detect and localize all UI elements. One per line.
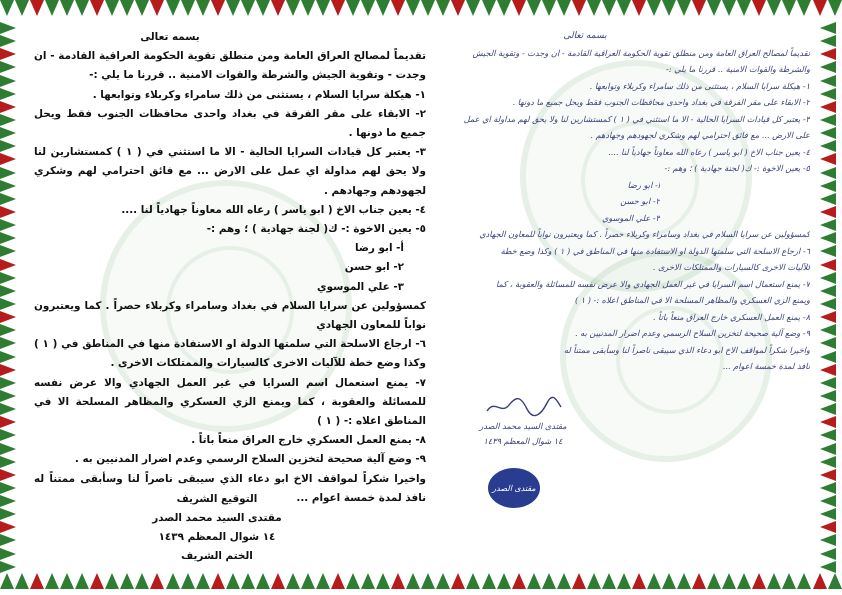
border-triangle-icon [820, 193, 836, 205]
border-triangle-icon [737, 0, 751, 16]
border-triangle-icon [820, 206, 836, 218]
border-triangle-icon [0, 311, 16, 323]
border-triangle-icon [436, 573, 450, 589]
border-triangle-icon [376, 0, 390, 16]
typed-signature-block [132, 490, 302, 566]
border-triangle-icon [820, 180, 836, 192]
border-triangle-icon [707, 573, 721, 589]
border-triangle-icon [241, 0, 255, 16]
border-triangle-icon [421, 573, 435, 589]
handwritten-line: نافذ لمدة خمسة اعوام ... [722, 361, 810, 371]
border-triangle-icon [820, 508, 836, 520]
border-triangle-icon [813, 573, 827, 589]
border-triangle-icon [75, 573, 89, 589]
border-triangle-icon [331, 0, 345, 16]
border-triangle-icon [0, 232, 16, 244]
border-triangle-icon [828, 0, 842, 16]
border-triangle-icon [820, 127, 836, 139]
border-triangle-icon [0, 35, 16, 47]
border-triangle-icon [241, 573, 255, 589]
border-triangle-icon [331, 573, 345, 589]
border-triangle-icon [587, 0, 601, 16]
border-triangle-icon [0, 75, 16, 87]
border-triangle-icon [196, 573, 210, 589]
handwritten-line: واخيرا شكراً لمواقف الاخ ابو دعاء الذي سيبقى ناصراً لنا وسأبقى ممتناً له [563, 344, 810, 355]
decorative-border-top [0, 0, 842, 22]
border-triangle-icon [0, 153, 16, 165]
border-triangle-icon [0, 180, 16, 192]
border-triangle-icon [271, 573, 285, 589]
border-triangle-icon [0, 469, 16, 481]
typed-line: ٩- وضع آلية صحيحة لتخزين السلاح الرسمي وعدم اضرار المدنيين به . [74, 453, 426, 466]
border-triangle-icon [150, 0, 164, 16]
border-triangle-icon [632, 0, 646, 16]
border-triangle-icon [0, 272, 16, 284]
border-triangle-icon [820, 35, 836, 47]
handwritten-signature-block [468, 395, 578, 449]
border-triangle-icon [0, 0, 14, 16]
typed-member: أ- ابو رضا [354, 242, 404, 255]
border-triangle-icon [820, 416, 836, 428]
seal-label: الختم الشريف [181, 550, 253, 562]
border-triangle-icon [0, 245, 16, 257]
handwritten-line: ٣- يعتبر كل قيادات السرايا الحالية - الا ما استثني في ( ١ ) كمستشارين لنا ولا يحق لهم مداولة اي عمل [463, 113, 810, 124]
border-triangle-icon [181, 0, 195, 16]
border-triangle-icon [391, 573, 405, 589]
border-triangle-icon [0, 377, 16, 389]
border-triangle-icon [0, 337, 16, 349]
signature-title: التوقيع الشريف [176, 493, 258, 505]
typed-line: ٥- يعين الاخوة :- ك( لجنة جهادية ) ؛ وهم :- [206, 223, 426, 236]
border-triangle-icon [820, 75, 836, 87]
border-triangle-icon [617, 573, 631, 589]
typed-line: تقديماً لمصالح العراق العامة ومن منطلق تقوية الحكومة العراقية القادمة - ان وجدت - وتقوية الجيش والشرطة والقوات الامنية .. قررنا ما يلي :- [34, 50, 426, 82]
border-triangle-icon [820, 48, 836, 60]
typed-line: ١- هيكلة سرايا السلام ، يستثنى من ذلك سامراء وكربلاء وتوابعها . [92, 88, 426, 101]
border-triangle-icon [820, 534, 836, 546]
border-triangle-icon [820, 285, 836, 297]
handwritten-line: ٢- الابقاء على مقر الفرقة في بغداد واحدى محافظات الجنوب فقط ويحل جميع ما دونها . [512, 97, 810, 107]
border-triangle-icon [602, 0, 616, 16]
border-triangle-icon [0, 548, 16, 560]
border-triangle-icon [0, 521, 16, 533]
border-triangle-icon [527, 0, 541, 16]
border-triangle-icon [0, 22, 16, 34]
border-triangle-icon [542, 573, 556, 589]
border-triangle-icon [0, 429, 16, 441]
border-triangle-icon [820, 311, 836, 323]
border-triangle-icon [707, 0, 721, 16]
border-triangle-icon [828, 573, 842, 589]
border-triangle-icon [820, 403, 836, 415]
border-triangle-icon [497, 573, 511, 589]
border-triangle-icon [301, 0, 315, 16]
border-triangle-icon [271, 0, 285, 16]
typed-line: ٣- يعتبر كل قيادات السرايا الحالية - الا ما استثني في ( ١ ) كمستشارين لنا ولا يحق لهم مداولة اي عمل على الارض ... مع فائق احترامي لهم وشكري لجهودهم وجهادهم . [34, 146, 426, 197]
border-triangle-icon [0, 482, 16, 494]
border-triangle-icon [421, 0, 435, 16]
decorative-border-left [0, 22, 22, 573]
border-triangle-icon [820, 561, 836, 573]
border-triangle-icon [105, 573, 119, 589]
typed-line: ٧- يمنع استعمال اسم السرايا في غير العمل الجهادي والا عرض نفسه للمسائلة والعقوبة ، كما ويمنع الزي العسكري والمظاهر المسلحة الا في المناطق اعلاه :- ( ١ ) [34, 376, 426, 428]
border-triangle-icon [0, 573, 14, 589]
typed-transcription [34, 28, 426, 548]
handwritten-line: ٤- يعين جناب الاخ ( ابو ياسر ) رعاه الله معاوناً جهادياً لنا .... [608, 146, 810, 157]
border-triangle-icon [797, 573, 811, 589]
border-triangle-icon [820, 219, 836, 231]
border-triangle-icon [436, 0, 450, 16]
border-triangle-icon [587, 573, 601, 589]
border-triangle-icon [820, 88, 836, 100]
border-triangle-icon [820, 495, 836, 507]
handwritten-line: تقديماً لمصالح العراق العامة ومن منطلق تقوية الحكومة العراقية القادمة - ان وجدت - وتقوية الجيش [472, 47, 810, 58]
handwritten-member: ٣- علي الموسوي [601, 212, 660, 223]
border-triangle-icon [820, 140, 836, 152]
border-triangle-icon [150, 573, 164, 589]
border-triangle-icon [820, 153, 836, 165]
border-triangle-icon [256, 573, 270, 589]
border-triangle-icon [0, 48, 16, 60]
typed-line: واخيرا شكراً لمواقف الاخ ابو دعاء الذي سيبقى ناصراً لنا وسأبقى ممتناً له نافذ لمدة خمسة اعوام ... [34, 472, 426, 504]
handwritten-member: ٢- ابو حسن [620, 196, 660, 206]
border-triangle-icon [820, 548, 836, 560]
border-triangle-icon [512, 0, 526, 16]
border-triangle-icon [90, 0, 104, 16]
border-triangle-icon [557, 573, 571, 589]
decorative-border-bottom [0, 573, 842, 595]
border-triangle-icon [497, 0, 511, 16]
border-triangle-icon [0, 495, 16, 507]
border-triangle-icon [0, 140, 16, 152]
handwritten-line: على الارض ... مع فائق احترامي لهم وشكري لجهودهم وجهادهم . [590, 130, 810, 140]
border-triangle-icon [572, 0, 586, 16]
border-triangle-icon [782, 0, 796, 16]
border-triangle-icon [0, 561, 16, 573]
border-triangle-icon [135, 0, 149, 16]
typed-line: ٦- ارجاع الاسلحة التي سلمتها الدولة او الاستفادة منها في المناطق في ( ١ ) وكذا وضع خطة للآليات الاخرى كالسيارات والممتلكات الاخرى . [34, 338, 426, 370]
border-triangle-icon [617, 0, 631, 16]
border-triangle-icon [226, 0, 240, 16]
border-triangle-icon [722, 573, 736, 589]
border-triangle-icon [0, 508, 16, 520]
border-triangle-icon [0, 61, 16, 73]
border-triangle-icon [797, 0, 811, 16]
border-triangle-icon [767, 573, 781, 589]
border-triangle-icon [376, 573, 390, 589]
border-triangle-icon [211, 573, 225, 589]
border-triangle-icon [820, 390, 836, 402]
border-triangle-icon [647, 0, 661, 16]
border-triangle-icon [346, 573, 360, 589]
typed-line: ٤- يعين جناب الاخ ( ابو ياسر ) رعاه الله معاوناً جهادياً لنا .... [121, 203, 426, 216]
border-triangle-icon [226, 573, 240, 589]
border-triangle-icon [737, 573, 751, 589]
official-seal-stamp [488, 468, 540, 508]
handwritten-line: كمسؤولين عن سرايا السلام في بغداد وسامراء وكربلاء حصراً . كما ويعتبرون نواباً للمعاون الجهادي [479, 229, 810, 239]
border-triangle-icon [820, 429, 836, 441]
border-triangle-icon [0, 114, 16, 126]
handwritten-signer-name: مقتدى السيد محمد الصدر [479, 421, 567, 431]
border-triangle-icon [0, 416, 16, 428]
border-triangle-icon [820, 22, 836, 34]
border-triangle-icon [90, 573, 104, 589]
border-triangle-icon [406, 0, 420, 16]
border-triangle-icon [451, 573, 465, 589]
border-triangle-icon [166, 573, 180, 589]
border-triangle-icon [0, 403, 16, 415]
typed-line: ٢- الابقاء على مقر الفرقة في بغداد واحدى محافظات الجنوب فقط ويحل جميع ما دونها . [34, 107, 426, 140]
border-triangle-icon [0, 443, 16, 455]
typed-heading: بسمه تعالى [140, 31, 200, 43]
border-triangle-icon [572, 573, 586, 589]
border-triangle-icon [196, 0, 210, 16]
border-triangle-icon [0, 351, 16, 363]
border-triangle-icon [60, 573, 74, 589]
border-triangle-icon [782, 573, 796, 589]
border-triangle-icon [15, 0, 29, 16]
border-triangle-icon [767, 0, 781, 16]
border-triangle-icon [820, 114, 836, 126]
border-triangle-icon [820, 443, 836, 455]
border-triangle-icon [120, 0, 134, 16]
border-triangle-icon [0, 534, 16, 546]
signer-name: مقتدى السيد محمد الصدر [152, 512, 282, 524]
border-triangle-icon [820, 272, 836, 284]
border-triangle-icon [820, 298, 836, 310]
typed-line: كمسؤولين عن سرايا السلام في بغداد وسامراء وكربلاء حصراً . كما ويعتبرون نواباً للمعاون الجهادي [34, 299, 426, 332]
border-triangle-icon [527, 573, 541, 589]
border-triangle-icon [820, 482, 836, 494]
border-triangle-icon [0, 298, 16, 310]
border-triangle-icon [256, 0, 270, 16]
border-triangle-icon [820, 337, 836, 349]
handwritten-line: ويمنع الزي العسكري والمظاهر المسلحة الا في المناطق اعلاه :- ( ١ ) [574, 295, 810, 305]
border-triangle-icon [820, 456, 836, 468]
border-triangle-icon [820, 521, 836, 533]
typed-line: ٨- يمنع العمل العسكري خارج العراق منعاً باتاً . [191, 434, 426, 447]
typed-member: ٣- علي الموسوي [317, 280, 404, 293]
signature-scribble-icon [483, 395, 563, 417]
handwritten-line: ٥- يعين الاخوة :- ك( لجنة جهادية ) ؛ وهم :- [664, 163, 810, 173]
handwritten-line: ٦- ارجاع الاسلحة التي سلمتها الدولة او الاستفادة منها في المناطق في ( ١ ) وكذا وضع خطة [500, 245, 810, 256]
border-triangle-icon [286, 573, 300, 589]
border-triangle-icon [316, 0, 330, 16]
border-triangle-icon [301, 573, 315, 589]
border-triangle-icon [346, 0, 360, 16]
border-triangle-icon [820, 61, 836, 73]
border-triangle-icon [820, 245, 836, 257]
border-triangle-icon [820, 469, 836, 481]
seal-text: مقتدى الصدر [492, 483, 536, 493]
border-triangle-icon [820, 259, 836, 271]
border-triangle-icon [820, 232, 836, 244]
handwritten-line: ٩- وضع آلية صحيحة لتخزين السلاح الرسمي وعدم اضرار المدنيين به . [574, 328, 810, 338]
border-triangle-icon [120, 573, 134, 589]
border-triangle-icon [0, 219, 16, 231]
border-triangle-icon [0, 324, 16, 336]
handwritten-line: للآليات الاخرى كالسيارات والممتلكات الاخرى . [652, 262, 810, 272]
border-triangle-icon [722, 0, 736, 16]
border-triangle-icon [466, 573, 480, 589]
border-triangle-icon [557, 0, 571, 16]
border-triangle-icon [30, 573, 44, 589]
border-triangle-icon [0, 88, 16, 100]
border-triangle-icon [391, 0, 405, 16]
border-triangle-icon [0, 127, 16, 139]
border-triangle-icon [286, 0, 300, 16]
border-triangle-icon [482, 0, 496, 16]
border-triangle-icon [677, 573, 691, 589]
border-triangle-icon [30, 0, 44, 16]
border-triangle-icon [662, 573, 676, 589]
handwritten-line: والشرطة والقوات الامنية .. قررنا ما يلي :- [666, 64, 810, 74]
border-triangle-icon [820, 324, 836, 336]
border-triangle-icon [662, 0, 676, 16]
border-triangle-icon [677, 0, 691, 16]
border-triangle-icon [0, 101, 16, 113]
border-triangle-icon [211, 0, 225, 16]
border-triangle-icon [316, 573, 330, 589]
border-triangle-icon [820, 377, 836, 389]
border-triangle-icon [0, 285, 16, 297]
border-triangle-icon [15, 573, 29, 589]
handwritten-line: ٨- يمنع العمل العسكري خارج العراق منعاً باتاً . [652, 311, 810, 322]
border-triangle-icon [0, 167, 16, 179]
border-triangle-icon [105, 0, 119, 16]
handwritten-date: ١٤ شوال المعظم ١٤٣٩ [483, 436, 563, 446]
border-triangle-icon [75, 0, 89, 16]
border-triangle-icon [451, 0, 465, 16]
border-triangle-icon [0, 259, 16, 271]
handwritten-heading: بسمه تعالى [563, 31, 607, 41]
border-triangle-icon [820, 351, 836, 363]
border-triangle-icon [60, 0, 74, 16]
handwritten-member: أ- ابو رضا [627, 179, 660, 190]
border-triangle-icon [181, 573, 195, 589]
border-triangle-icon [0, 193, 16, 205]
border-triangle-icon [820, 167, 836, 179]
border-triangle-icon [135, 573, 149, 589]
border-triangle-icon [752, 573, 766, 589]
handwritten-original [440, 28, 810, 528]
border-triangle-icon [0, 456, 16, 468]
border-triangle-icon [813, 0, 827, 16]
handwritten-line: ٧- يمنع استعمال اسم السرايا في غير العمل الجهادي والا عرض نفسه للمسائلة والعقوبة ، كما [496, 278, 810, 289]
border-triangle-icon [820, 364, 836, 376]
border-triangle-icon [466, 0, 480, 16]
handwritten-line: ١- هيكلة سرايا السلام ، يستثنى من ذلك سامراء وكربلاء وتوابعها . [589, 80, 810, 91]
decorative-border-right [820, 22, 842, 573]
border-triangle-icon [0, 390, 16, 402]
border-triangle-icon [0, 206, 16, 218]
border-triangle-icon [542, 0, 556, 16]
border-triangle-icon [406, 573, 420, 589]
typed-member: ٢- ابو حسن [344, 261, 404, 274]
signature-date: ١٤ شوال المعظم ١٤٣٩ [158, 531, 276, 543]
border-triangle-icon [692, 0, 706, 16]
border-triangle-icon [45, 0, 59, 16]
border-triangle-icon [752, 0, 766, 16]
border-triangle-icon [647, 573, 661, 589]
border-triangle-icon [361, 573, 375, 589]
border-triangle-icon [820, 101, 836, 113]
border-triangle-icon [512, 573, 526, 589]
border-triangle-icon [692, 573, 706, 589]
border-triangle-icon [166, 0, 180, 16]
border-triangle-icon [45, 573, 59, 589]
border-triangle-icon [632, 573, 646, 589]
border-triangle-icon [482, 573, 496, 589]
border-triangle-icon [602, 573, 616, 589]
border-triangle-icon [361, 0, 375, 16]
border-triangle-icon [0, 364, 16, 376]
